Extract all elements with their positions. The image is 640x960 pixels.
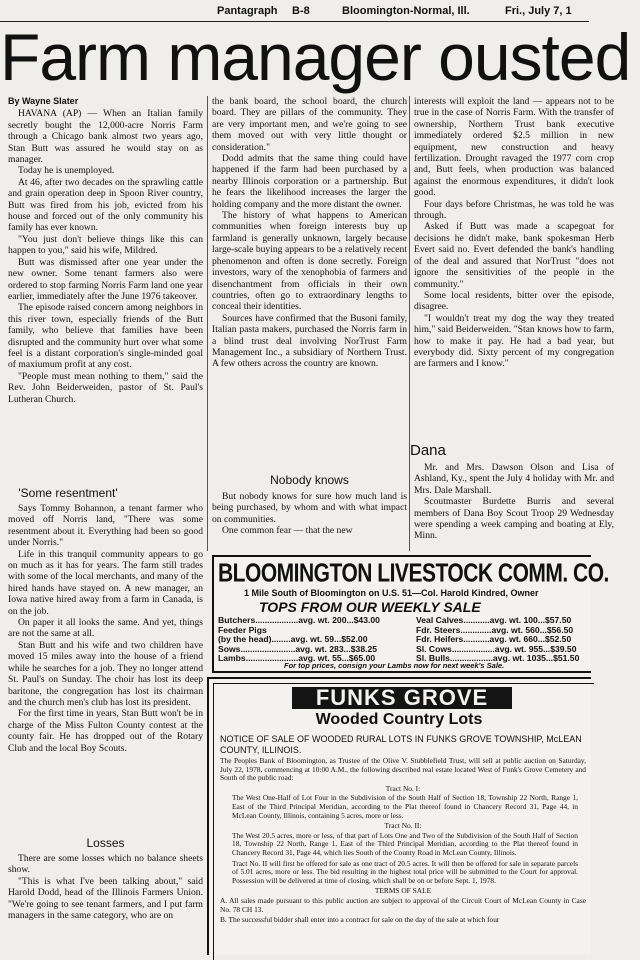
paragraph: interests will exploit the land — appears not to be true in the case of Norris Farm. With the transfer of ownership, Northern Trust bank executive immediately ordered $2.5 million in new equipment, new construction and heavy fertilization. Drought ravaged the 1977 corn crop and, Butt feels, when production was balanced against the enormous expenditures, it didn't look good. <box>414 96 614 199</box>
price-row: Sl. Cows..................avg. wt. 955...$39.50 <box>416 643 577 654</box>
paragraph: "You just don't believe things like this can happen to you," said his wife, Mildred. <box>8 233 203 257</box>
subhead-losses: Losses <box>86 836 125 850</box>
paragraph: There are some losses which no balance sheets show. <box>8 853 203 876</box>
paragraph: But nobody knows for sure how much land is being purchased, by whom and with what impact on communities. <box>212 491 407 525</box>
paragraph: Sources have confirmed that the Busoni family, Italian pasta makers, purchased the Norris farm in a blind trust deal involving NorTrust Farm Management Inc., a subsidiary of Northern Trust. A few others across the country are known. <box>212 312 407 370</box>
funks-grove-title: FUNKS GROVE <box>292 687 512 709</box>
price-row: Veal Calves...........avg. wt. 100...$57.50 <box>416 615 572 625</box>
tract-note: Tract No. II will first be offered for sale as one tract of 20.5 acres. It will then be offered for sale in separate parcels of 5.01 acres, more or less. The bid resulting in the highest total price will be submitted to the Court for approval. Possession will be delivered at time of closing, which shall be on or before Sept. 1, 1978. <box>232 858 578 885</box>
paragraph: At 46, after two decades on the sprawling cattle and grain operation deep in Spoon River country, Butt was fired from his job, evicted from his house and forced out of the only community his family has ever known. <box>8 176 203 234</box>
legal-text <box>220 757 586 927</box>
price-row: Feeder Pigs <box>218 624 267 635</box>
masthead <box>0 0 589 22</box>
paragraph: "I wouldn't treat my dog the way they treated him," said Beiderweiden. "Stan knows how to farm, how to make it pay. He had a bad year, but everybody did. Sixty percent of my congregation are farmers and I know." <box>414 312 614 370</box>
livestock-ad-footer: For top prices, consign your Lambs now for next week's Sale. <box>284 661 505 670</box>
funks-grove-ad-frame <box>213 683 594 960</box>
paragraph: On paper it all looks the same. And yet, things are not the same at all. <box>8 617 203 640</box>
paragraph: HAVANA (AP) — When an Italian family secretly bought the 12,000-acre Norris Farm through a Chicago bank almost two years ago, Stan Butt was assured he would stay on as manager. <box>8 108 203 166</box>
paragraph: "This is what I've been talking about," said Harold Dodd, head of the Illinois Farmers Union. "We're going to see tenant farmers, and I put farm managers in the same category, who are on <box>8 875 203 922</box>
terms-a: A. All sales made pursuant to this public auction are subject to approval of the Circuit Court of McLean County in Case No. 78 CH 13. <box>220 895 586 914</box>
paragraph: Some local residents, bitter over the episode, disagree. <box>414 289 614 313</box>
paragraph: Today he is unemployed. <box>18 165 115 177</box>
paragraph: For the first time in years, Stan Butt won't be in charge of the Miss Fulton County contest at the county fair. He has dropped out of the Rotary Club and the local Boy Scouts. <box>8 708 203 754</box>
paragraph: the bank board, the school board, the church board. They are pillars of the community. They are very important men, and we're going to see them moved out with very little thought or consideration." <box>212 96 407 153</box>
livestock-ad <box>212 555 609 673</box>
legal-intro: The Peoples Bank of Bloomington, as Trustee of the Olive V. Stubblefield Trust, will sell at public auction on Saturday, July 22, 1978, commencing at 10:00 A.M., the following described real estate located West of Funk's Grove Cemetery and South of the public road: <box>220 756 586 783</box>
price-row: Fdr. Steers.............avg. wt. 560...$56.50 <box>416 624 574 635</box>
price-row: (by the head)........avg. wt. 59...$52.00 <box>218 634 368 645</box>
article-column-3 <box>414 96 614 438</box>
paragraph: Scoutmaster Burdette Burris and several members of Dana Boy Scout Troop 29 Wednesday were spending a week camping and boating at Ely, Minn. <box>414 496 614 542</box>
price-list-left <box>218 616 408 664</box>
price-row: Fdr. Heifers...........avg. wt. 660...$52.50 <box>416 634 572 645</box>
article-column-1b <box>8 503 203 833</box>
paragraph: Mr. and Mrs. Dawson Olson and Lisa of Ashland, Ky., spent the July 4 holiday with Mr. and Mrs. Dale Marshall. <box>414 462 614 496</box>
article-column-2 <box>212 96 407 466</box>
paragraph: Asked if Butt was made a scapegoat for decisions he didn't make, bank spokesman Herb Evert said no. Evert defended the bank's handling of the deal and assured that NorTrust "does not ignore the sensitivities of the people in the community." <box>414 221 614 290</box>
tract-1-label: Tract No. I: <box>385 783 421 793</box>
column-rule <box>207 96 208 551</box>
tract-2-label: Tract No. II: <box>384 821 422 831</box>
tract-2-text: The West 20.5 acres, more or less, of that part of Lots One and Two of the Subdivision of the South Half of Section 18, Township 22 North, Range 1, East of the Third Principal Meridian, according to the Plat thereof found in Chancery Record 31, Page 44, which lies South of the County Road in McLean County, Illinois. <box>232 830 578 857</box>
article-column-1c <box>8 853 203 953</box>
livestock-ad-title: BLOOMINGTON LIVESTOCK COMM. CO. <box>218 559 609 588</box>
price-list-right <box>416 616 596 664</box>
column-rule <box>409 96 410 551</box>
article-column-2b <box>212 491 407 551</box>
price-row: Butchers..................avg. wt. 200...$43.00 <box>218 615 380 625</box>
paragraph: Dodd admits that the same thing could have happened if the farm had been purchased by a nearby Illinois corporation or a partnership. But he fears the likelihood increases the larger the holding company and the more distant the owner. <box>212 153 407 210</box>
terms-label: TERMS OF SALE <box>374 886 432 896</box>
paragraph: "People must mean nothing to them," said the Rev. John Beiderweiden, pastor of St. Paul's Lutheran Church. <box>8 370 203 405</box>
article-column-1 <box>8 96 203 481</box>
funks-grove-subtitle: Wooded Country Lots <box>315 711 483 728</box>
price-row: Lambs......................avg. wt. 55...$65.00 <box>218 653 376 664</box>
subhead-resentment: 'Some resentment' <box>18 486 118 500</box>
tract-1-text: The West One-Half of Lot Four in the Subdivision of the South Half of Section 18, Township 22 North, Range 1, East of the Third Principal Meridian, according to the Plat thereof found in Chancery Record 31, Page 44, in McLean County, Illinois, containing 5 acres, more or less. <box>232 793 578 820</box>
livestock-ad-banner: TOPS FROM OUR WEEKLY SALE <box>259 599 481 615</box>
price-row: Sl. Bulls..................avg. wt. 1035...$51.50 <box>416 653 580 664</box>
subhead-dana: Dana <box>410 442 446 459</box>
funks-grove-ad <box>207 677 591 955</box>
price-row: Sows.......................avg. wt. 283...$38.25 <box>218 643 378 654</box>
byline: By Wayne Slater <box>8 96 79 106</box>
paragraph: Butt was dismissed after one year under the new owner. Some tenant farmers also were ordered to stop farming Norris Farm land one year earlier, immediately after the June 1976 takeover. <box>8 256 203 302</box>
terms-b: B. The successful bidder shall enter into a contract for sale on the day of the sale at which four <box>220 915 500 925</box>
livestock-ad-subtitle: 1 Mile South of Bloomington on U.S. 51—Col. Harold Kindred, Owner <box>244 588 539 598</box>
headline: Farm manager ousted <box>0 20 631 94</box>
paragraph: Four days before Christmas, he was told he was through. <box>414 198 614 222</box>
paper-name: Pantagraph <box>217 5 278 17</box>
paragraph: Stan Butt and his wife and two children have moved 15 miles away into the house of a friend while he searches for a job. They no longer attend St. Paul's on Sunday. The choir has lost its deep baritone, the congregation has lost its chairman and the church men's club has lost its president. <box>8 639 203 708</box>
paragraph: Life in this tranquil community appears to go on much as it has for years. The farm still trades with some of the local merchants, and many of the hired hands have stayed on. A new manager, an Iowa native hired away from a farm in Canada, is on the job. <box>8 548 203 617</box>
paragraph: The history of what happens to American communities when foreign interests buy up farmland is generally unknown, largely because large-scale buying appears to be a relatively recent phenomenon and often is done secretly. Foreign investors, wary of the xenophobia of farmers and disenchantment from officials in their own countries, often go to extraordinary lengths to conceal their identities. <box>212 210 407 313</box>
paragraph: Says Tommy Bohannon, a tenant farmer who moved off Norris land, "There was some resentment about it. Everything had been so good under Norris." <box>8 503 203 549</box>
paragraph: The episode raised concern among neighbors in this river town, especially friends of the Butt family, who believe that families have been disrupted and the community hurt over what some feel is a distant corporation's single-minded goal of maxiumum profit at any cost. <box>8 302 203 371</box>
city-line: Bloomington-Normal, Ill. <box>342 5 470 17</box>
dana-news <box>414 462 614 552</box>
page-number: B-8 <box>292 5 310 17</box>
paragraph: One common fear — that the new <box>222 525 353 537</box>
sale-notice: NOTICE OF SALE OF WOODED RURAL LOTS IN FUNKS GROVE TOWNSHIP, McLEAN COUNTY, ILLINOIS. <box>220 734 582 755</box>
subhead-nobody-knows: Nobody knows <box>270 473 349 487</box>
issue-date: Fri., July 7, 1 <box>505 5 572 17</box>
